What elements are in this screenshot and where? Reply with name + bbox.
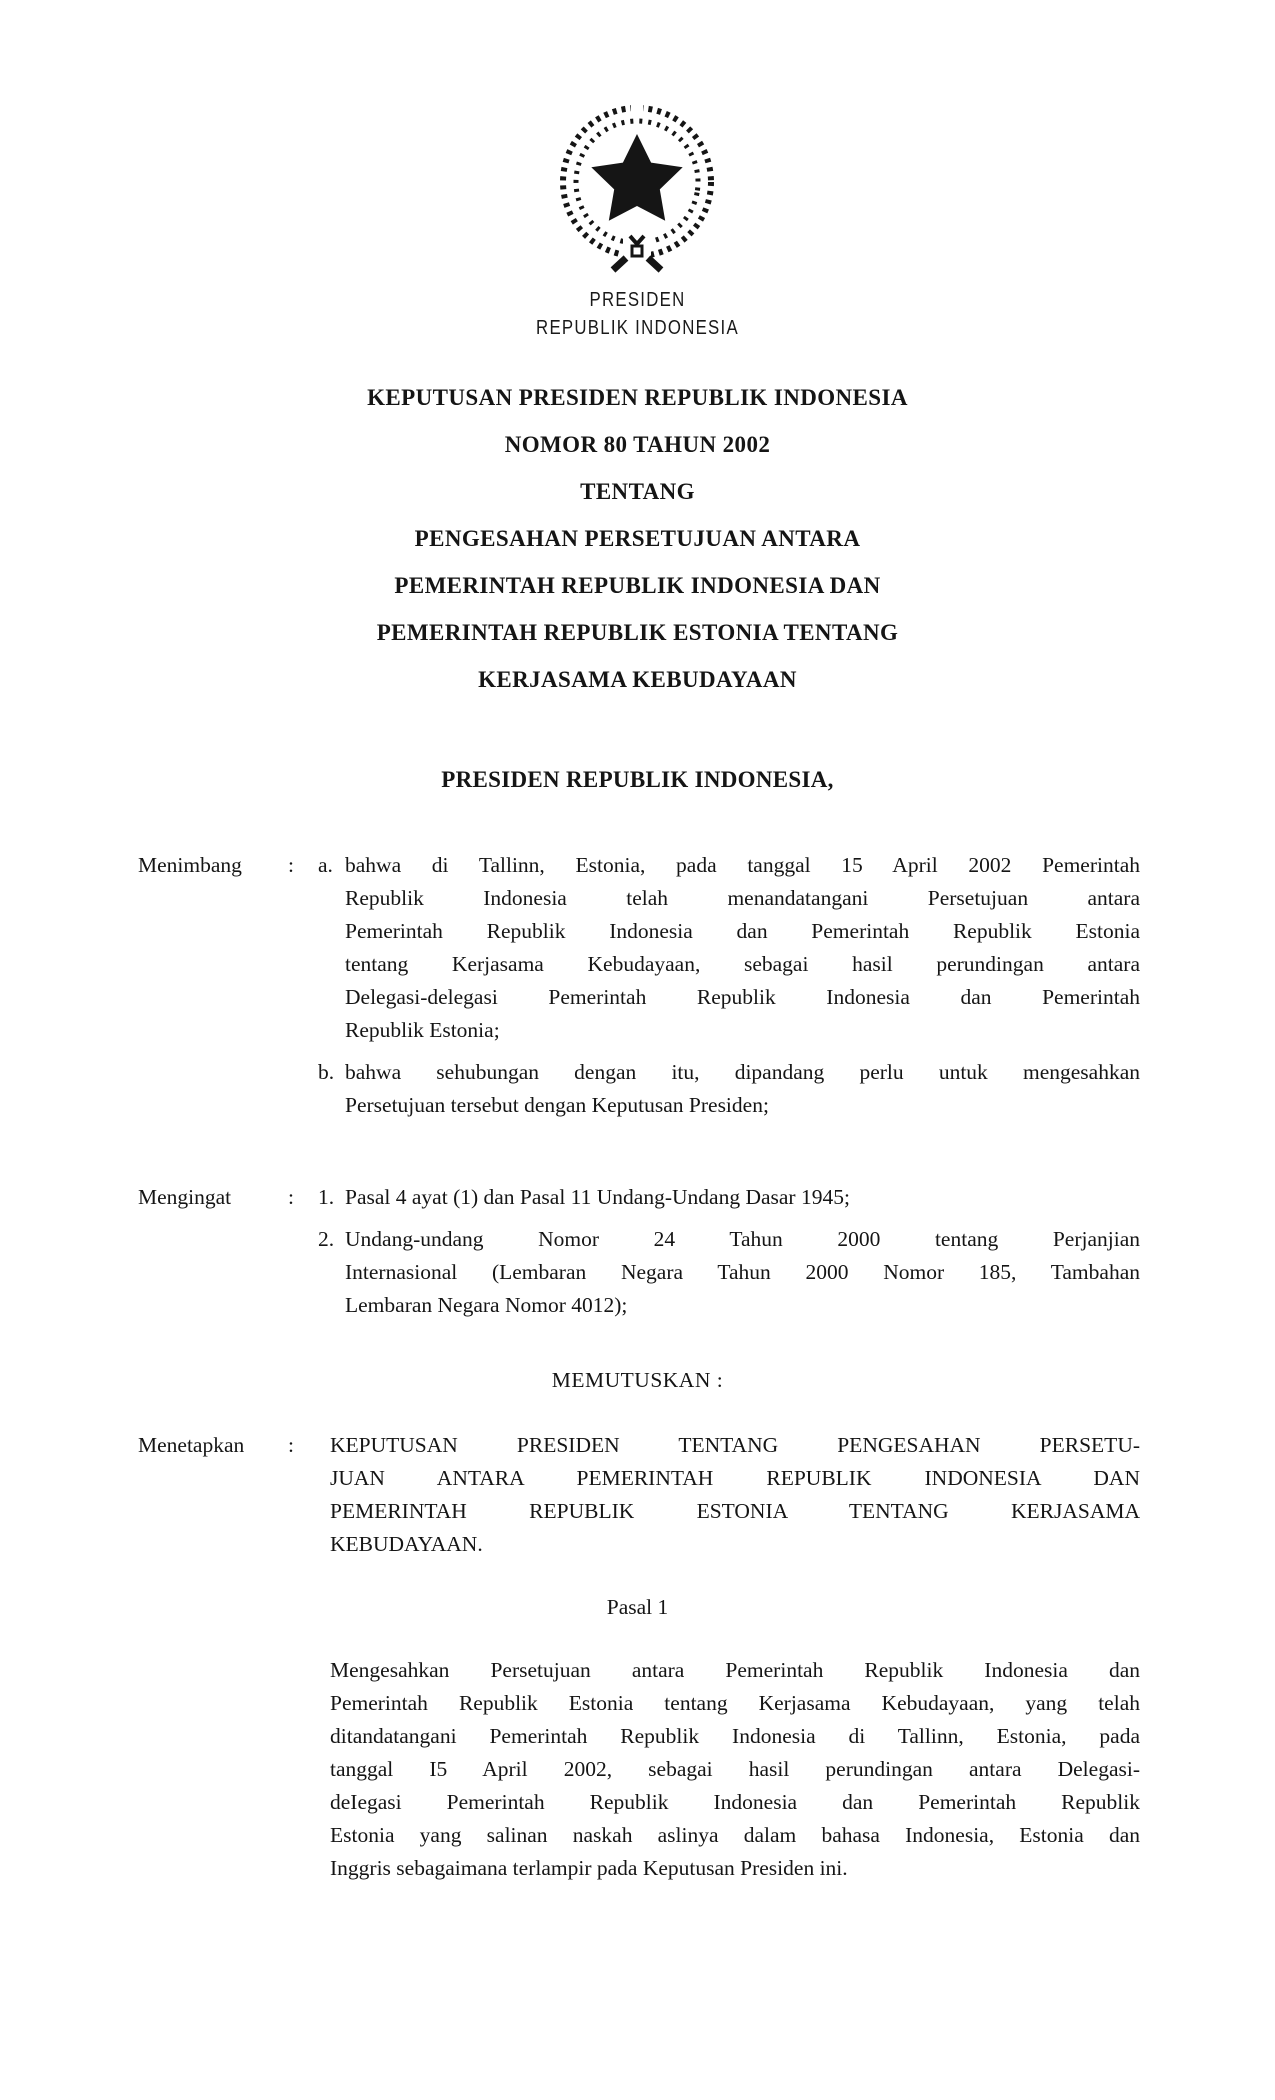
enacting-text: KEPUTUSAN PRESIDEN TENTANG PENGESAHAN PERSETU- JUAN ANTARA PEMERINTAH REPUBLIK INDONESIA DAN PEMERINTAH REPUBLIK ESTONIA TENTANG KERJASAMA KEBUDAYAAN. [330, 1433, 1140, 1556]
considering-item-b-marker: b. [318, 1060, 335, 1084]
decree-title: KEPUTUSAN PRESIDEN REPUBLIK INDONESIA NOMOR 80 TAHUN 2002 TENTANG PENGESAHAN PERSETUJUAN ANTARA PEMERINTAH REPUBLIK INDONESIA DAN PEMERINTAH REPUBLIK ESTONIA TENTANG KERJASAMA KEBUDAYAAN [367, 385, 908, 692]
enacting-colon: : [288, 1433, 294, 1457]
recalling-item-2 [138, 1223, 1140, 1322]
opening-heading: PRESIDEN REPUBLIK INDONESIA, [441, 767, 834, 792]
enacting-label: Menetapkan [138, 1433, 245, 1457]
considering-item-a [138, 849, 1140, 1047]
recalling-item-1-text: Pasal 4 ayat (1) dan Pasal 11 Undang-Undang Dasar 1945; [345, 1185, 850, 1209]
recalling-item-2-marker: 2. [318, 1227, 335, 1251]
considering-label: Menimbang [138, 853, 242, 877]
enacting-row [138, 1429, 1140, 1561]
presidential-seal-icon [557, 100, 717, 275]
article-1-text: Mengesahkan Persetujuan antara Pemerintah Republik Indonesia dan Pemerintah Republik Estonia tentang Kerjasama Kebudayaan, yang telah ditandatangani Pemerintah Republik Indonesia di Tallinn, Estonia, pada tanggal I5 April 2002, sebagai hasil perundingan antara Delegasi- deIegasi Pemerintah Republik Indonesia dan Pemerintah Republik Estonia yang salinan naskah aslinya dalam bahasa Indonesia, Estonia dan Inggris sebagaimana terlampir pada Keputusan Presiden ini. [330, 1658, 1140, 1880]
deciding-heading: MEMUTUSKAN : [551, 1368, 724, 1392]
considering-clause [138, 849, 1140, 1122]
recalling-label: Mengingat [138, 1185, 232, 1209]
recalling-item-2-text: Undang-undang Nomor 24 Tahun 2000 tentang Perjanjian Internasional (Lembaran Negara Tahun 2000 Nomor 185, Tambahan Lembaran Negara Nomor 4012); [345, 1227, 1140, 1317]
considering-item-b [138, 1056, 1140, 1122]
star-icon [591, 134, 682, 221]
letterhead-line-republik-indonesia: REPUBLIK INDONESIA [536, 317, 739, 339]
considering-item-a-text: bahwa di Tallinn, Estonia, pada tanggal 15 April 2002 Pemerintah Republik Indonesia telah menandatangani Persetujuan antara Pemerintah Republik Indonesia dan Pemerintah Republik Estonia tentang Kerjasama Kebudayaan, sebagai hasil perundingan antara Delegasi-delegasi Pemerintah Republik Indonesia dan Pemerintah Republik Estonia; [345, 853, 1140, 1042]
letterhead-line-presiden: PRESIDEN [589, 289, 686, 311]
considering-colon: : [288, 853, 294, 877]
enacting-clause [138, 1429, 1140, 1561]
considering-item-b-text: bahwa sehubungan dengan itu, dipandang perlu untuk mengesahkan Persetujuan tersebut dengan Keputusan Presiden; [345, 1060, 1140, 1117]
recalling-clause [138, 1181, 1140, 1322]
recalling-item-1 [138, 1181, 1140, 1214]
article-1-heading: Pasal 1 [606, 1595, 669, 1619]
letterhead [0, 286, 1275, 342]
considering-item-a-marker: a. [318, 853, 333, 877]
recalling-item-1-marker: 1. [318, 1185, 335, 1209]
recalling-colon: : [288, 1185, 294, 1209]
